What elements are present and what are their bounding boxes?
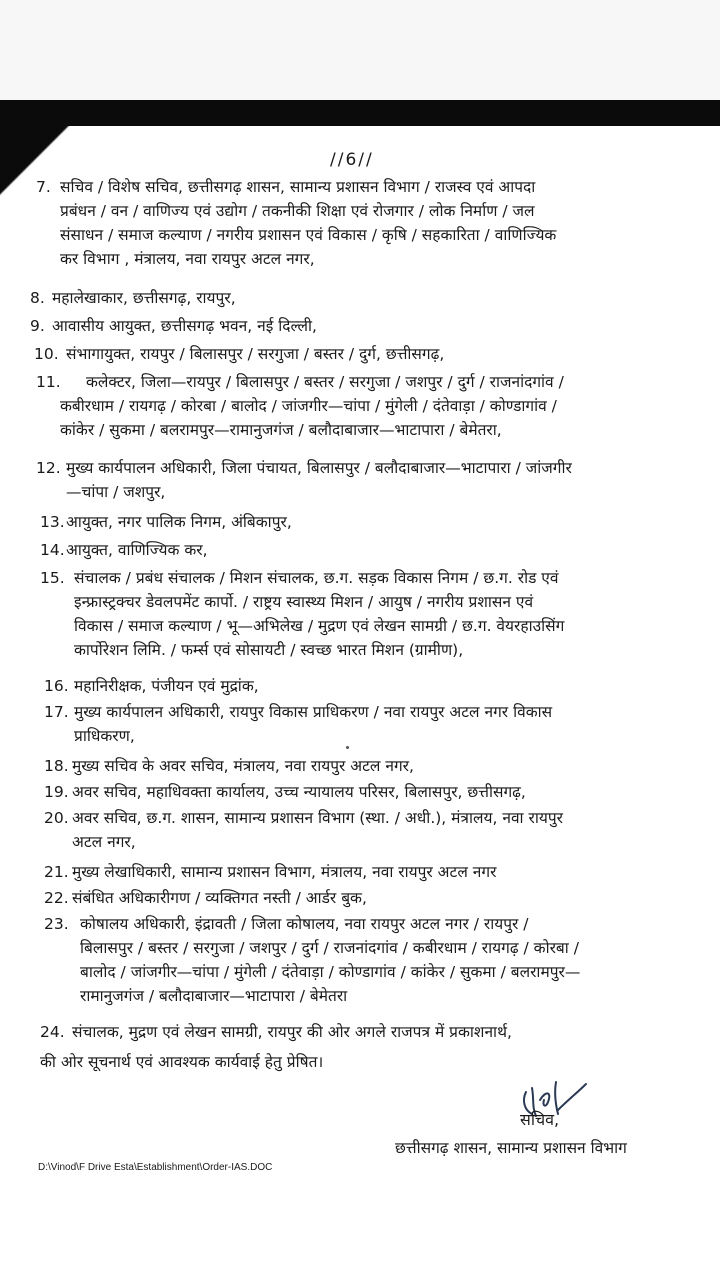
item-line: —चांपा / जशपुर, (66, 483, 166, 501)
item-line: कांकेर / सुकमा / बलरामपुर—रामानुजगंज / बलौदाबाजार—भाटापारा / बेमेतरा, (60, 421, 502, 439)
item-number: 14. (40, 541, 65, 559)
item-line: मुख्य सचिव के अवर सचिव, मंत्रालय, नवा रायपुर अटल नगर, (72, 757, 414, 775)
item-line: आयुक्त, वाणिज्यिक कर, (66, 541, 208, 559)
page-number: //6// (330, 150, 374, 170)
item-line: अवर सचिव, महाधिवक्ता कार्यालय, उच्च न्यायालय परिसर, बिलासपुर, छत्तीसगढ़, (72, 783, 526, 801)
item-number: 20. (44, 809, 69, 827)
item-text (52, 314, 317, 338)
item-text (72, 860, 496, 884)
item-text (66, 538, 208, 562)
item-line: संभागायुक्त, रायपुर / बिलासपुर / सरगुजा / बस्तर / दुर्ग, छत्तीसगढ़, (66, 345, 445, 363)
item-line: कलेक्टर, जिला—रायपुर / बिलासपुर / बस्तर / सरगुजा / जशपुर / दुर्ग / राजनांदगांव / (86, 373, 564, 391)
item-number: 13. (40, 513, 65, 531)
closing-line: की ओर सूचनार्थ एवं आवश्यक कार्यवाई हेतु प्रेषित। (40, 1053, 324, 1071)
item-number: 24. (40, 1023, 65, 1041)
item-line: कर विभाग , मंत्रालय, नवा रायपुर अटल नगर, (60, 250, 315, 268)
item-line: महानिरीक्षक, पंजीयन एवं मुद्रांक, (74, 677, 259, 695)
item-line: बिलासपुर / बस्तर / सरगुजा / जशपुर / दुर्ग / राजनांदगांव / कबीरधाम / रायगढ़ / कोरबा / (80, 939, 579, 957)
top-blank-area (0, 0, 720, 100)
signature-title: सचिव, (520, 1110, 560, 1129)
item-text (72, 754, 414, 778)
item-text (72, 1020, 512, 1044)
item-text (74, 700, 552, 748)
item-line: प्रबंधन / वन / वाणिज्य एवं उद्योग / तकनीकी शिक्षा एवं रोजगार / लोक निर्माण / जल (60, 202, 535, 220)
item-text (66, 456, 572, 504)
item-line: संबंधित अधिकारीगण / व्यक्तिगत नस्ती / आर्डर बुक, (72, 889, 367, 907)
item-line: इन्फ्रास्ट्रक्चर डेवलपमेंट कार्पो. / राष्ट्रय स्वास्थ्य मिशन / आयुष / नगरीय प्रशासन एवं (74, 593, 534, 611)
item-line: संचालक, मुद्रण एवं लेखन सामग्री, रायपुर की ओर अगले राजपत्र में प्रकाशनार्थ, (72, 1023, 512, 1041)
item-text (72, 780, 526, 804)
item-line: कार्पोरेशन लिमि. / फर्म्स एवं सोसायटी / स्वच्छ भारत मिशन (ग्रामीण), (74, 641, 464, 659)
item-line: अटल नगर, (72, 833, 136, 851)
item-number: 8. (30, 289, 45, 307)
item-number: 16. (44, 677, 69, 695)
item-number: 17. (44, 703, 69, 721)
item-number: 19. (44, 783, 69, 801)
speck (346, 746, 349, 749)
item-number: 23. (44, 915, 69, 933)
scan-black-border (0, 100, 720, 126)
item-text (66, 342, 444, 366)
item-line: आयुक्त, नगर पालिक निगम, अंबिकापुर, (66, 513, 292, 531)
item-number: 21. (44, 863, 69, 881)
item-text (72, 886, 367, 910)
item-line: महालेखाकार, छत्तीसगढ़, रायपुर, (52, 289, 236, 307)
item-line: विकास / समाज कल्याण / भू—अभिलेख / मुद्रण एवं लेखन सामग्री / छ.ग. वेयरहाउसिंग (74, 617, 565, 635)
item-number: 7. (36, 178, 51, 196)
item-number: 10. (34, 345, 59, 363)
file-path: D:\Vinod\F Drive Esta\Establishment\Order-IAS.DOC (38, 1162, 273, 1173)
item-text (80, 912, 580, 1008)
item-number: 18. (44, 757, 69, 775)
item-text (74, 566, 564, 662)
item-line: कोषालय अधिकारी, इंद्रावती / जिला कोषालय, नवा रायपुर अटल नगर / रायपुर / (80, 915, 529, 933)
item-line: सचिव / विशेष सचिव, छत्तीसगढ़ शासन, सामान्य प्रशासन विभाग / राजस्व एवं आपदा (60, 178, 536, 196)
item-line: अवर सचिव, छ.ग. शासन, सामान्य प्रशासन विभाग (स्था. / अधी.), मंत्रालय, नवा रायपुर (72, 809, 563, 827)
item-line: संचालक / प्रबंध संचालक / मिशन संचालक, छ.ग. सड़क विकास निगम / छ.ग. रोड एवं (74, 569, 559, 587)
item-line: मुख्य कार्यपालन अधिकारी, जिला पंचायत, बिलासपुर / बलौदाबाजार—भाटापारा / जांजगीर (66, 459, 572, 477)
item-line: मुख्य लेखाधिकारी, सामान्य प्रशासन विभाग, मंत्रालय, नवा रायपुर अटल नगर (72, 863, 497, 881)
item-text (60, 370, 564, 442)
item-line: आवासीय आयुक्त, छत्तीसगढ़ भवन, नई दिल्ली, (52, 317, 317, 335)
item-text (52, 286, 236, 310)
item-number: 11. (36, 373, 61, 391)
item-text (66, 510, 292, 534)
item-text (72, 806, 563, 854)
item-number: 15. (40, 569, 65, 587)
item-line: मुख्य कार्यपालन अधिकारी, रायपुर विकास प्राधिकरण / नवा रायपुर अटल नगर विकास (74, 703, 553, 721)
item-text (60, 175, 556, 271)
item-number: 22. (44, 889, 69, 907)
item-line: बालोद / जांजगीर—चांपा / मुंगेली / दंतेवाड़ा / कोण्डागांव / कांकेर / सुकमा / बलरामपुर— (80, 963, 581, 981)
signature-department: छत्तीसगढ़ शासन, सामान्य प्रशासन विभाग (395, 1139, 627, 1157)
item-text (74, 674, 259, 698)
item-line: प्राधिकरण, (74, 727, 135, 745)
item-number: 9. (30, 317, 45, 335)
item-line: रामानुजगंज / बलौदाबाजार—भाटापारा / बेमेतरा (80, 987, 348, 1005)
item-line: कबीरधाम / रायगढ़ / कोरबा / बालोद / जांजगीर—चांपा / मुंगेली / दंतेवाड़ा / कोण्डागांव / (60, 397, 557, 415)
item-line: संसाधन / समाज कल्याण / नगरीय प्रशासन एवं विकास / कृषि / सहकारिता / वाणिज्यिक (60, 226, 557, 244)
item-number: 12. (36, 459, 61, 477)
